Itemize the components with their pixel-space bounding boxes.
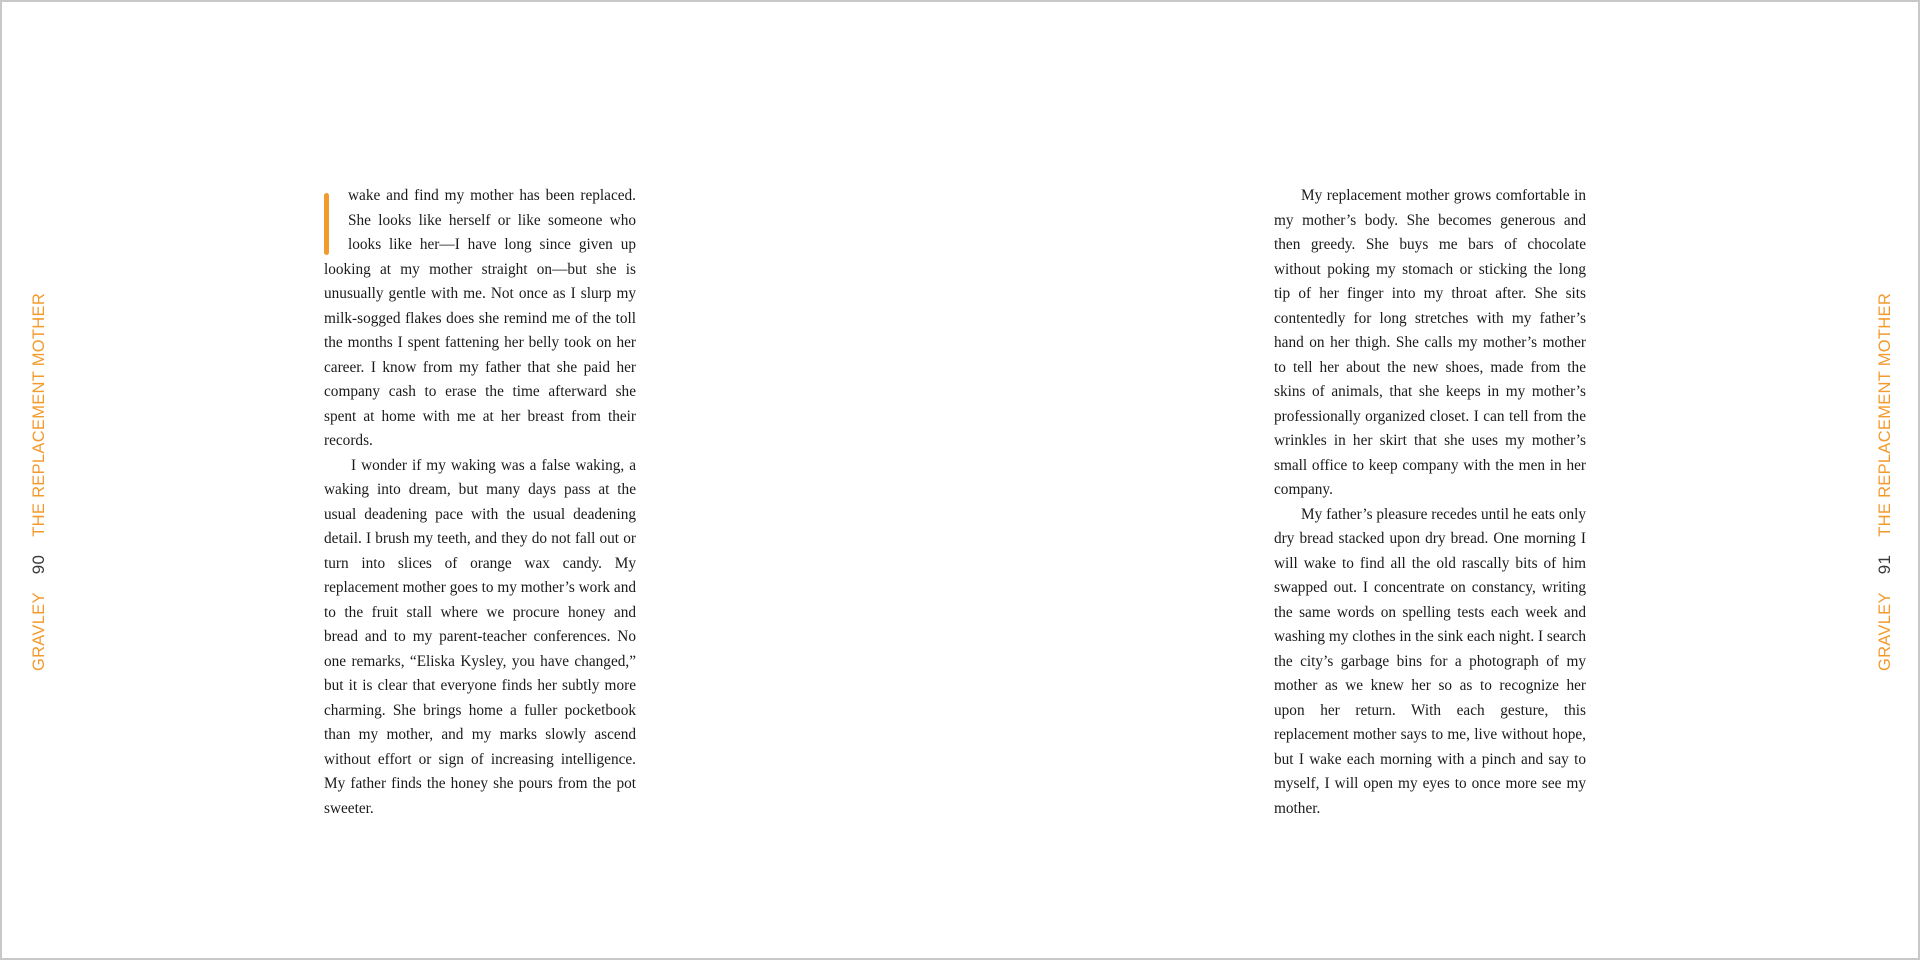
paragraph-text: wake and find my mother has been replaced. She looks like herself or like someone who looks like her—I have long since given up looking at my mother straight on—but she is unusually gentle with me. Not once as I slurp my milk-sogged flakes does she remind me of the toll the months I spent fattening her belly took on her career. I know from my father that she paid her company cash to erase the time afterward she spent at home with me at her breast from their records. [324, 187, 636, 449]
page-number: 90 [29, 554, 48, 575]
page-number: 91 [1875, 554, 1894, 575]
paragraph: My replacement mother grows comfortable in my mother’s body. She becomes generous and then greedy. She buys me bars of chocolate without poking my stomach or sticking the long tip of her finger into my throat after. She sits contentedly for long stretches with my father’s hand on her thigh. She calls my mother’s mother to tell her about the new shoes, made from the skins of animals, that she keeps in my mother’s professionally organized closet. I can tell from the wrinkles in her skirt that she uses my mother’s small office to keep company with the men in her company. [1274, 187, 1586, 498]
left-page-text [324, 184, 636, 821]
running-head-title: THE REPLACEMENT MOTHER [29, 292, 48, 537]
running-head-author: GRAVLEY [29, 592, 48, 672]
running-head-author: GRAVLEY [1875, 592, 1894, 672]
running-head-title: THE REPLACEMENT MOTHER [1875, 292, 1894, 537]
drop-cap-bar [324, 193, 329, 255]
paragraph: I wonder if my waking was a false waking, a waking into dream, but many days pass at the usual deadening pace with the usual deadening detail. I brush my teeth, and they do not fall out or turn into slices of orange wax candy. My replacement mother goes to my mother’s work and to the fruit stall where we procure honey and bread and to my parent-teacher conferences. No one remarks, “Eliska Kysley, you have changed,” but it is clear that everyone finds her subtly more charming. She brings home a fuller pocketbook than my mother, and my marks slowly ascend without effort or sign of increasing intelligence. My father finds the honey she pours from the pot sweeter. [324, 456, 636, 817]
paragraph: My father’s pleasure recedes until he eats only dry bread stacked upon dry bread. One morning I will wake to find all the old rascally bits of him swapped out. I concentrate on constancy, writing the same words on spelling tests each week and washing my clothes in the sink each night. I search the city’s garbage bins for a photograph of my mother as we knew her so as to recognize her upon her return. With each gesture, this replacement mother says to me, live without hope, but I wake each morning with a pinch and say to myself, I will open my eyes to once more see my mother. [1274, 505, 1586, 817]
right-page-text [1274, 184, 1586, 821]
paragraph [324, 184, 636, 454]
